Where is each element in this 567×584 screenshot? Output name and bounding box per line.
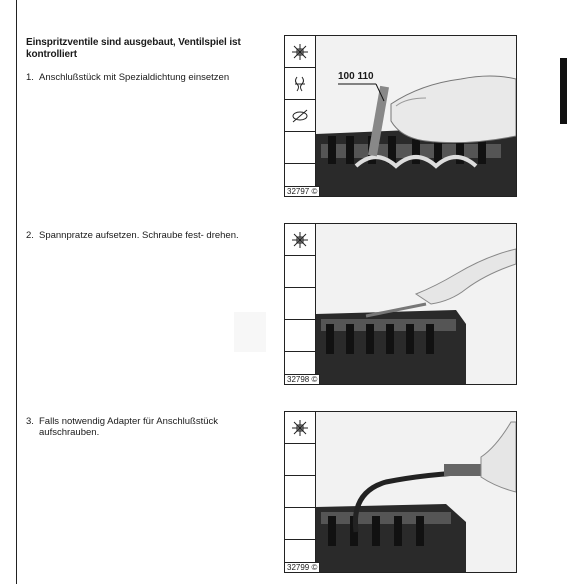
figure-number: 32799 ©	[285, 562, 320, 572]
step-text: Spannpratze aufsetzen. Schraube fest- drehen.	[39, 230, 239, 241]
step-text: Anschlußstück mit Spezialdichtung einsetzen	[39, 72, 230, 83]
empty-icon-cell	[285, 444, 315, 476]
figure-1	[284, 35, 517, 197]
step-number: 3.	[26, 416, 34, 427]
step-number: 2.	[26, 230, 34, 241]
engine-icon	[285, 36, 315, 68]
empty-icon-cell	[285, 508, 315, 540]
figure-2	[284, 223, 517, 385]
empty-icon-cell	[285, 288, 315, 320]
tool-callout-label: 100 110	[338, 71, 374, 82]
section-heading: Einspritzventile sind ausgebaut, Ventilspiel ist kontrolliert	[26, 37, 241, 60]
figure-photo	[316, 36, 516, 196]
step-text: Falls notwendig Adapter für Anschlußstück aufschrauben.	[39, 416, 219, 438]
figure-icon-column	[285, 224, 316, 384]
engine-icon	[285, 412, 315, 444]
scan-smudge	[234, 312, 266, 352]
chapter-thumb-tab	[560, 58, 567, 124]
step-number: 1.	[26, 72, 34, 83]
empty-icon-cell	[285, 320, 315, 352]
gasket-icon	[285, 68, 315, 100]
figure-number: 32797 ©	[285, 186, 320, 196]
figure-3	[284, 411, 517, 573]
exhaust-icon	[285, 100, 315, 132]
margin-rule	[16, 0, 17, 584]
empty-icon-cell	[285, 132, 315, 164]
step-2	[26, 230, 241, 241]
figure-photo	[316, 412, 516, 572]
figure-icon-column	[285, 412, 316, 572]
step-3	[26, 416, 241, 438]
empty-icon-cell	[285, 476, 315, 508]
figure-icon-column	[285, 36, 316, 196]
engine-icon	[285, 224, 315, 256]
figure-number: 32798 ©	[285, 374, 320, 384]
figure-photo	[316, 224, 516, 384]
step-1	[26, 72, 241, 83]
empty-icon-cell	[285, 256, 315, 288]
